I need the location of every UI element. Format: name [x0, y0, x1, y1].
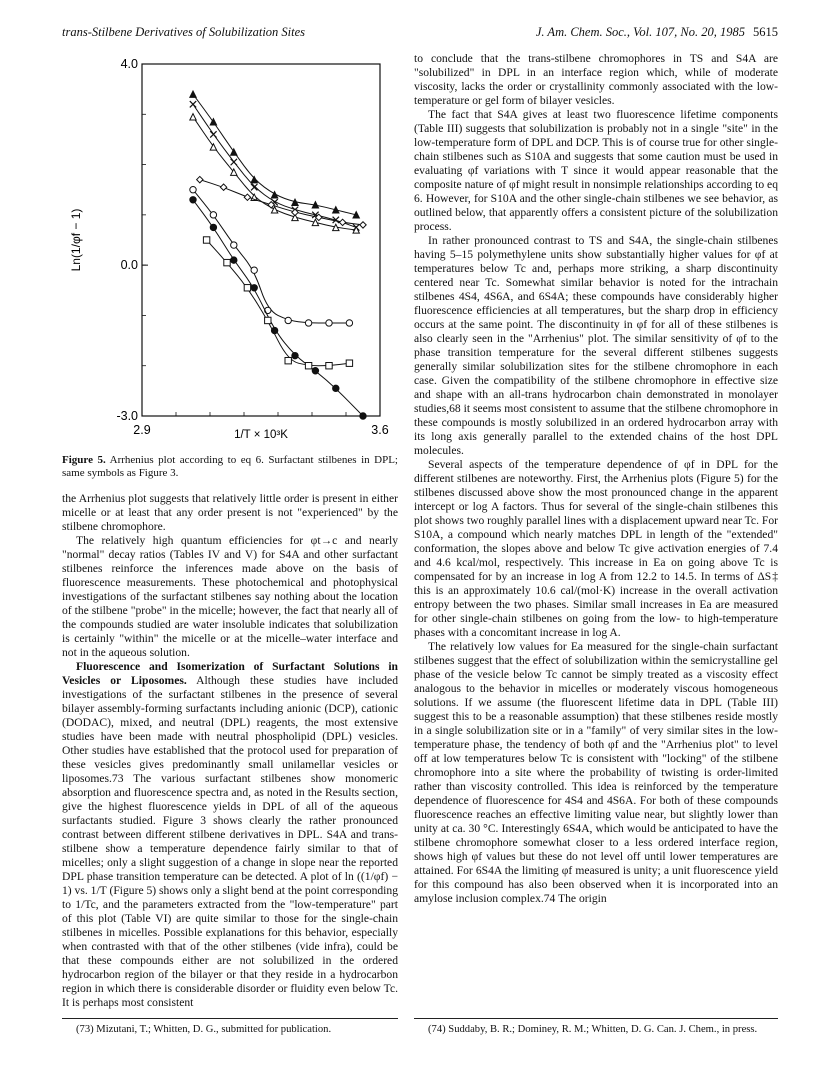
series-circle-filled — [190, 197, 366, 420]
page-number: 5615 — [753, 25, 778, 39]
data-point-open-circle — [305, 320, 311, 326]
data-point-open-triangle — [210, 144, 216, 150]
data-point-open-circle — [326, 320, 332, 326]
data-point-open-square — [203, 237, 209, 243]
data-point-filled-circle — [360, 413, 366, 419]
series-triangle — [190, 91, 360, 218]
data-point-filled-circle — [333, 385, 339, 391]
data-point-open-circle — [251, 267, 257, 273]
x-tick-label: 2.9 — [133, 423, 151, 437]
journal-name: J. Am. Chem. Soc., Vol. 107, No. 20, 1985 — [535, 25, 745, 39]
data-point-open-circle — [285, 317, 291, 323]
x-tick-label: 3.6 — [371, 423, 389, 437]
data-point-open-triangle — [190, 114, 196, 120]
data-point-diamond — [220, 184, 226, 190]
x-axis-label: 1/T × 10³K — [234, 429, 288, 441]
paragraph: the Arrhenius plot suggests that relatively little order is present in either micelle or at least that any order present is not "experienced" by the stilbene chromophore. — [62, 492, 398, 533]
running-title: trans-Stilbene Derivatives of Solubilization Sites — [62, 25, 306, 39]
data-point-open-circle — [231, 242, 237, 248]
data-point-diamond — [244, 194, 250, 200]
left-column — [62, 52, 398, 1010]
y-axis-label: Ln(1/φf − 1) — [69, 208, 83, 272]
paragraph: The relatively high quantum efficiencies for φt→c and nearly "normal" decay ratios (Tables IV and V) for S4A and other surfactant stilbenes reinforce the inferences made above on the basis of fluorescence measurements. These photochemical and photophysical investigations of the surfactant stilbenes say nothing about the location of the stilbene "probe" in the micelle; however, the fact that nearly all of the compounds studied are water insoluble indicates that solubilization is certainly "within" the micelle or at the micelle–water interface and not in the aqueous solution. — [62, 534, 398, 659]
section-paragraph — [62, 660, 398, 1010]
series-square-open — [203, 237, 352, 369]
data-point-cross — [210, 131, 216, 137]
paragraph: to conclude that the trans-stilbene chromophores in TS and S4A are "solubilized" in DPL in an interface region which, while of moderate viscosity, lacks the order or crystallinity commonly associated with the low-temperature or gel form of bilayer vesicles. — [414, 52, 778, 107]
footnote-rule-left — [62, 1018, 398, 1019]
data-point-open-circle — [210, 212, 216, 218]
y-tick-label: 4.0 — [120, 57, 138, 71]
journal-citation — [536, 25, 778, 40]
series-line — [193, 200, 363, 416]
series-diamond — [197, 176, 367, 228]
data-point-open-square — [224, 259, 230, 265]
series-line — [193, 190, 349, 323]
data-point-triangle — [190, 91, 196, 97]
data-point-filled-circle — [210, 224, 216, 230]
section-text: Although these studies have included investigations of the surfactant stilbenes in the presence of several bilayer assembly-forming surfactants including anionic (DCP), cationic (DODAC), mixed, and neutral (DPL) reagents, the most extensive studies have been made with neutral phospholipid (DPL) vesicles. Other studies have established that the protocol used for preparation of these vesicles gives predominantly small unilamellar vesicles or liposomes.73 The various surfactant stilbenes show monomeric absorption and fluorescence spectra and, as noted in the Results section, give the highest fluorescence yields in DPL of all of the aqueous surfactants studied. Figure 3 shows clearly the rather pronounced contrast between different stilbene derivatives in DPL. S4A and trans-stilbene show a temperature dependence fairly similar to that of micelles; only a slight suggestion of a change in slope near the reported DPL phase transition temperature can be detected. A plot of ln ((1/φf) − 1) vs. 1/T (Figure 5) shows only a slight bend at the point corresponding to 1/Tc, and the parameters extracted from the "low-temperature" part of this plot (Table VI) are quite similar to those for the single-chain stilbenes in micelles. Possible explanations for this behavior, especially when contrasted with that of the other stilbenes (vide infra), could be that these compounds either are not solubilized in the ordered hydrocarbon region of the bilayer or that they reside in a hydrocarbon region in which there is considerable disorder or fluidity even below Tc. It is perhaps most consistent — [62, 674, 398, 1009]
data-point-open-square — [326, 363, 332, 369]
series-line — [207, 240, 350, 366]
data-point-filled-circle — [292, 352, 298, 358]
data-point-open-square — [305, 363, 311, 369]
data-point-cross — [190, 101, 196, 107]
data-point-diamond — [268, 202, 274, 208]
figure-5 — [62, 52, 398, 448]
data-point-cross — [231, 159, 237, 165]
data-point-diamond — [197, 176, 203, 182]
data-point-filled-circle — [312, 368, 318, 374]
footnote-left — [62, 1024, 398, 1037]
data-point-cross — [251, 184, 257, 190]
data-point-triangle — [231, 149, 237, 155]
y-tick-label: -3.0 — [116, 409, 138, 423]
data-point-filled-circle — [231, 257, 237, 263]
data-point-filled-circle — [190, 197, 196, 203]
data-point-open-triangle — [312, 219, 318, 225]
running-head — [62, 25, 778, 43]
caption-label: Figure 5. — [62, 454, 106, 466]
caption-text: Arrhenius plot according to eq 6. Surfactant stilbenes in DPL; same symbols as Figure 3. — [62, 454, 398, 479]
footnote-right — [414, 1024, 778, 1037]
data-point-open-square — [285, 357, 291, 363]
data-point-filled-circle — [251, 285, 257, 291]
figure-caption — [62, 454, 398, 480]
footnote-73: (73) Mizutani, T.; Whitten, D. G., submitted for publication. — [76, 1024, 332, 1035]
paragraph: In rather pronounced contrast to TS and S4A, the single-chain stilbenes having 5–15 polymethylene units show substantially higher values for φf at temperatures below Tc and, perhaps more striking, a sharp discontinuity centered near Tc. Somewhat similar behavior is noted for the intrachain stilbenes 4S4, 4S6A, and 6S4A; these compounds have considerably higher fluorescence efficiencies at all temperatures, but the sharp drop in efficiency occurs at the same point. The discontinuity in φf for all of these stilbenes is also clearly seen in the "Arrhenius" plot. The similar sensitivity of φf to the phase transition temperature for the several different stilbenes suggests generally similar solubilization sites for the stilbene chromophore in each case. Given the compatibility of the stilbene chromophore in effective size and shape with an all-trans hydrocarbon chain demonstrated in monolayer studies,68 it seems most consistent to assume that the stilbene chromophore in these compounds is mostly solubilized in an ordered hydrocarbon array with its long axis generally parallel to the extended chains of the host DPL molecules. — [414, 234, 778, 457]
data-point-diamond — [360, 222, 366, 228]
data-point-open-square — [265, 317, 271, 323]
arrhenius-plot — [62, 52, 398, 448]
paragraph: The fact that S4A gives at least two fluorescence lifetime components (Table III) suggests that solubilization is probably not in a single "site" in the low-temperature form of DPL and DCP. This is of course true for other single-chain stilbenes such as S10A and suggests that some caution must be used in evaluating φf variations with T since it would appear reasonable that the composite nature of φf might result in nonsimple relationships according to eq 6. However, for S10A and the other single-chain stilbenes we see behavior, as outlined below, that apparently offers a consistent picture of the solubilization process. — [414, 108, 778, 233]
right-column — [414, 52, 778, 906]
data-point-open-square — [244, 285, 250, 291]
data-point-open-circle — [346, 320, 352, 326]
footnote-rule-right — [414, 1018, 778, 1019]
data-point-open-square — [346, 360, 352, 366]
data-point-open-circle — [190, 187, 196, 193]
plot-frame — [142, 64, 380, 416]
section-heading: Fluorescence and Isomerization of Surfactant Solutions in Vesicles or Liposomes. — [62, 660, 398, 687]
data-point-triangle — [353, 212, 359, 218]
data-point-triangle — [333, 207, 339, 213]
data-point-diamond — [339, 219, 345, 225]
y-tick-label: 0.0 — [120, 258, 138, 273]
footnote-74: (74) Suddaby, B. R.; Dominey, R. M.; Whitten, D. G. Can. J. Chem., in press. — [428, 1024, 758, 1035]
paragraph: The relatively low values for Ea measured for the single-chain surfactant stilbenes suggest that the effect of solubilization within the semicrystalline gel phase of the vesicle below Tc cannot be simply treated as a viscosity effect analogous to the behavior in micelles or moderately viscous homogeneous solutions. If we assume (the fluorescent lifetime data in DPL (Table III) suggest this to be a reasonable assumption) that these stilbenes reside mostly in a single solubilization site or in a "family" of very similar sites in the low-temperature phase, the tendency of both φf and the "Arrhenius plot" to level off at low temperatures below Tc is consistent with "locking" of the stilbene chromophore into a site where the probability of twisting is order-limited rather than viscosity controlled. This idea is reinforced by the temperature dependence of fluorescence for 4S4 and 4S6A. For both of these compounds fluorescence reaches an effective limiting value near, but slightly lower than unity at ca. 30 °C. Interestingly 6S4A, which would be anticipated to have the stilbene chromophore somewhat closer to a less ordered interface region, shows high φf values but these do not level off until lower temperatures are attained. For 6S4A the limiting φf measured is unity; a unit fluorescence yield for this compound has also been observed when it is incorporated into an amylose inclusion complex.74 The origin — [414, 640, 778, 905]
paragraph: Several aspects of the temperature dependence of φf in DPL for the different stilbenes are noteworthy. First, the Arrhenius plots (Figure 5) for the stilbenes discussed above show the most pronounced change in the apparent intercept or log A factors. Thus for several of the single-chain stilbenes this plot shows two roughly parallel lines with a displacement upward near Tc. For S10A, a compound which nearly matches DPL in length of the "extended" conformation, the slopes above and below Tc give activation energies of 7.4 and 4.6 kcal/mol, respectively. This increase in Ea on going above Tc is compensated for by an increase in log A from 12.2 to 14.5. In terms of ΔS‡ this is an approximately 10.6 cal/(mol·K) increase in the overall activation entropy between the two phases. Similar small increases in Ea are measured for other single-chain stilbenes on going from the low- to high-temperature phases with a concomitant increase in log A. — [414, 458, 778, 639]
